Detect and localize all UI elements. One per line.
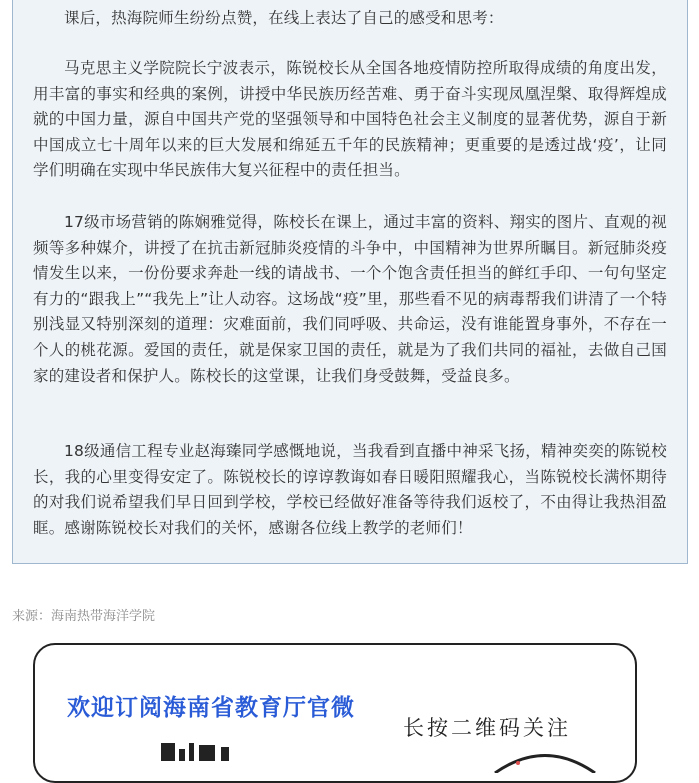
- article-paragraph-2: 马克思主义学院院长宁波表示，陈锐校长从全国各地疫情防控所取得成绩的角度出发，用丰富的事实和经典的案例，讲授中华民族历经苦难、勇于奋斗实现凤凰涅槃、取得辉煌成就的中国力量，源自中国共产党的坚强领导和中国特色社会主义制度的显著优势，源自于新中国成立七十周年以来的巨大发展和绵延五千年的民族精神；更重要的是透过战‘疫’，让同学们明确在实现中华民族伟大复兴征程中的责任担当。: [33, 59, 667, 180]
- article-paragraph-3: 17级市场营销的陈娴雅觉得，陈校长在课上，通过丰富的资料、翔实的图片、直观的视频等多种媒介，讲授了在抗击新冠肺炎疫情的斗争中，中国精神为世界所瞩目。新冠肺炎疫情发生以来，一份份要求奔赴一线的请战书、一个个饱含责任担当的鲜红手印、一句句坚定有力的“跟我上”“我先上”让人动容。这场战“疫”里，那些看不见的病毒帮我们讲清了一个特别浅显又特别深刻的道理：灾难面前，我们同呼吸、共命运，没有谁能置身事外，不存在一个人的桃花源。爱国的责任，就是保家卫国的责任，就是为了我们共同的福祉，去做自己国家的建设者和保护人。陈校长的这堂课，让我们身受鼓舞，受益良多。: [33, 213, 667, 385]
- source-credit: 来源：海南热带海洋学院: [12, 609, 156, 624]
- subscribe-banner[interactable]: [33, 643, 637, 783]
- promo-title: 欢迎订阅海南省教育厅官微: [67, 695, 355, 721]
- wechat-logo-icon: [161, 741, 271, 761]
- article-box: [12, 0, 688, 564]
- qr-hint: 长按二维码关注: [403, 716, 571, 740]
- article-paragraph-4: 18级通信工程专业赵海臻同学感慨地说，当我看到直播中神采飞扬，精神奕奕的陈锐校长，我的心里变得安定了。陈锐校长的谆谆教诲如春日暖阳照耀我心，当陈锐校长满怀期待的对我们说希望我们早日回到学校，学校已经做好准备等待我们返校了，不由得让我热泪盈眶。感谢陈锐校长对我们的关怀，感谢各位线上教学的老师们！: [33, 442, 667, 537]
- qr-code-icon: [490, 733, 600, 773]
- article-paragraph-1: 课后，热海院师生纷纷点赞，在线上表达了自己的感受和思考：: [64, 9, 504, 27]
